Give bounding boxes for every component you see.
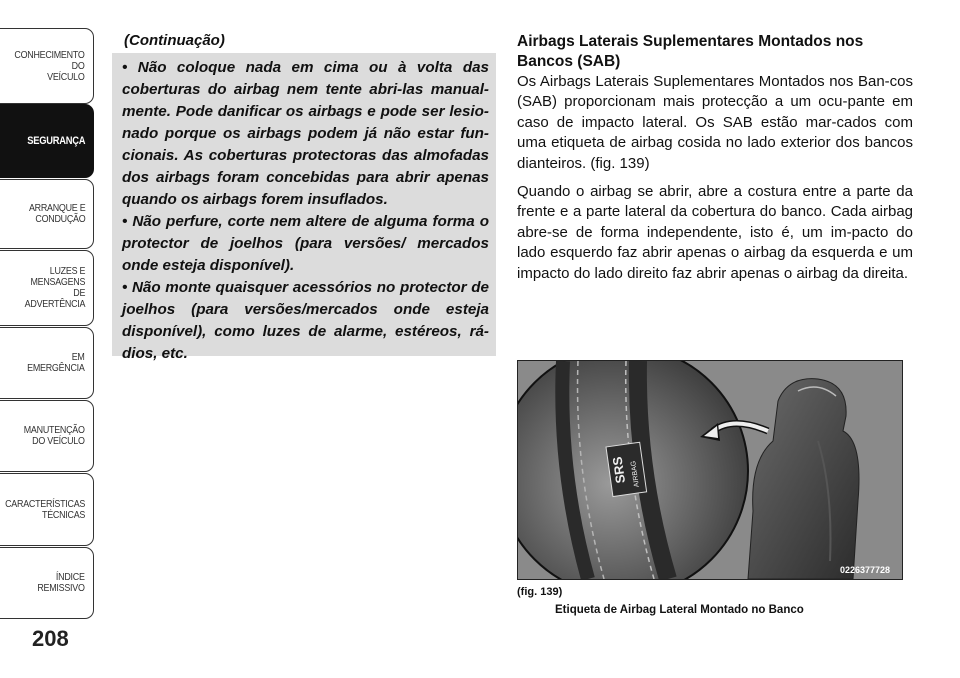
warning-bullet: • Não coloque nada em cima ou à volta das coberturas do airbag nem tente abri-las manual-mente. Pode danificar os airbags e pode ser lesio-nado porque os airbags podem já não estar fun-cionais. As coberturas protectoras das almofadas dos airbags foram concebidas para abrir apenas quando os airbags forem insuflados. [122,59,489,208]
warning-bullet: • Não perfure, corte nem altere de alguma forma o protector de joelhos (para versões/ mercados onde esteja disponível). [122,213,489,274]
tab-label: MANUTENÇÃO DO VEÍCULO [24,424,85,447]
tab-seguranca[interactable] [0,104,94,178]
tab-label: ÍNDICE REMISSIVO [37,571,85,594]
tab-arranque[interactable] [0,179,94,249]
continued-label: (Continuação) [124,32,225,49]
tab-label: CONHECIMENTO DO VEÍCULO [14,48,85,83]
page-number: 208 [32,626,69,651]
tab-indice[interactable] [0,547,94,619]
tab-luzes[interactable] [0,250,94,326]
tab-conhecimento[interactable] [0,28,94,104]
seat-airbag-figure [517,360,903,580]
warning-box [112,53,496,362]
paragraph: Quando o airbag se abrir, abre a costura entre a parte da frente e a parte lateral da cobertura do banco. Cada airbag abre-se de forma independente, isto é, um im-pacto do lado esquerdo faz abrir apenas o airbag da esquerda e um impacto do lado direito faz abrir apenas o airbag da direita. [517,183,913,282]
airbag-tag-text: AIRBAG [630,460,641,488]
figure-label: (fig. 139) [517,586,563,598]
tab-caracteristicas[interactable] [0,473,94,546]
tab-label: LUZES E MENSAGENS DE ADVERTÊNCIA [24,265,85,310]
tab-label: ARRANQUE E CONDUÇÃO [28,202,85,225]
paragraph: Os Airbags Laterais Suplementares Montados nos Ban-cos (SAB) proporcionam mais protecção a um ocu-pante em caso de impacto lateral. Os SAB estão mar-cados com uma etiqueta de airbag cosida no lado exterior dos bancos dianteiros. (fig. 139) [517,73,913,172]
tab-emergencia[interactable] [0,327,94,399]
tab-label: SEGURANÇA [27,134,85,147]
figure-code: 0226377728 [840,565,891,575]
section-content [517,32,913,284]
section-heading: Airbags Laterais Suplementares Montados nos Bancos (SAB) [517,33,864,70]
tab-label: EM EMERGÊNCIA [27,351,85,374]
tab-label: CARACTERÍSTICAS TÉCNICAS [5,497,85,521]
warning-bullet: • Não monte quaisquer acessórios no protector de joelhos (para versões/mercados onde esteja disponível), como luzes de alarme, estéreos, rá-dios, etc. [122,279,489,362]
tab-manutencao[interactable] [0,400,94,472]
srs-tag-text: SRS [609,455,629,485]
figure-caption: Etiqueta de Airbag Lateral Montado no Banco [555,604,804,616]
seat-illustration [518,361,902,579]
